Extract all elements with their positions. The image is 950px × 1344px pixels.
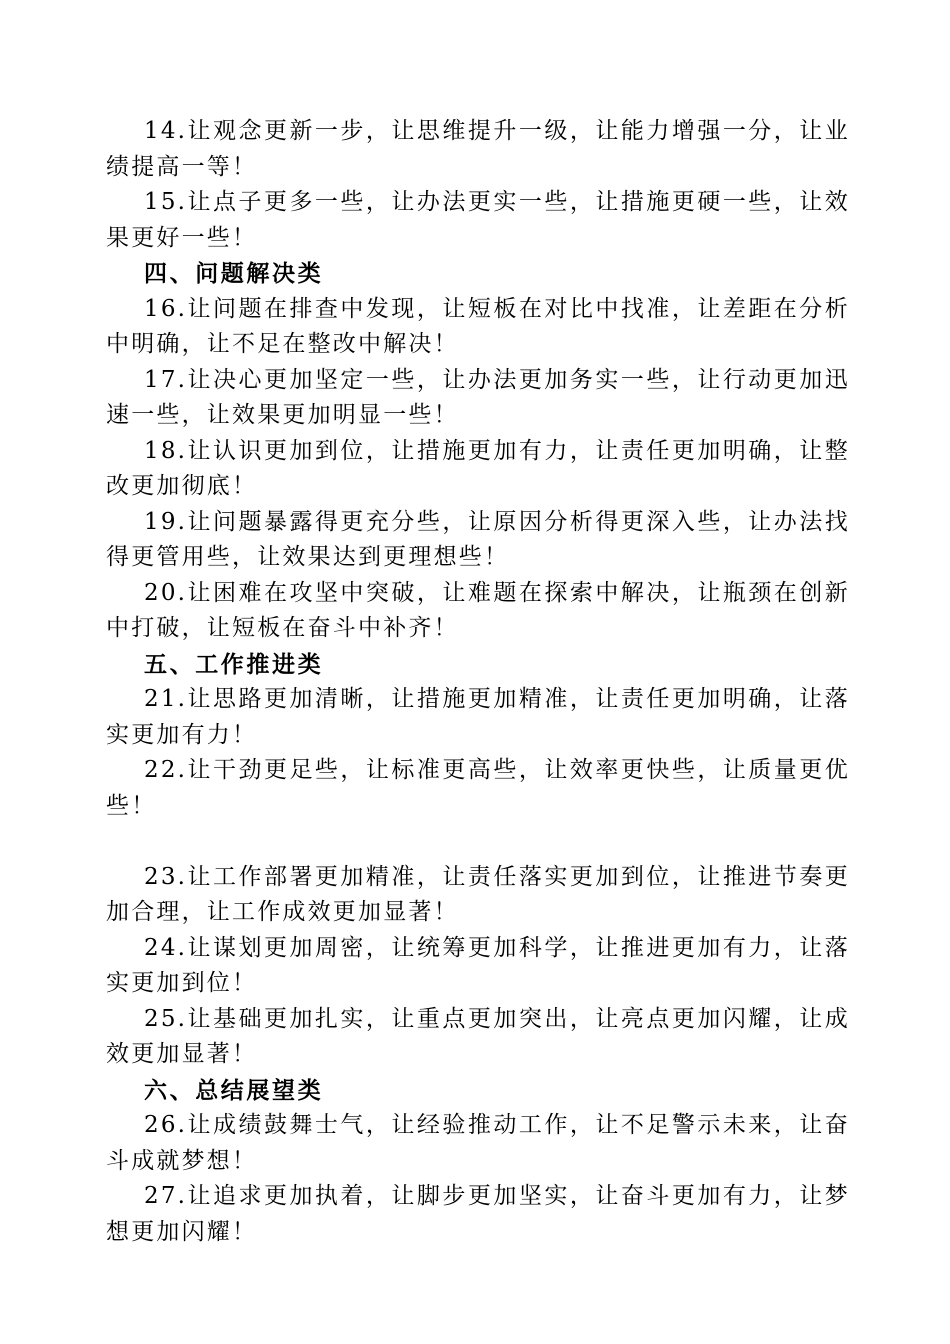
section-heading-summary-outlook: 六、总结展望类 [144, 1076, 324, 1104]
paragraph-item-24: 24.让谋划更加周密，让统筹更加科学，让推进更加有力，让落实更加到位！ [106, 934, 850, 996]
document-body [106, 114, 850, 1250]
paragraph-item-14: 14.让观念更新一步，让思维提升一级，让能力增强一分，让业绩提高一等！ [106, 118, 850, 180]
paragraph-item-17: 17.让决心更加坚定一些，让办法更加务实一些，让行动更加迅速一些，让效果更加明显一些！ [106, 366, 850, 428]
paragraph-item-19: 19.让问题暴露得更充分些，让原因分析得更深入些，让办法找得更管用些，让效果达到更理想些！ [106, 508, 850, 570]
paragraph-item-25: 25.让基础更加扎实，让重点更加突出，让亮点更加闪耀，让成效更加显著！ [106, 1005, 850, 1067]
paragraph-item-18: 18.让认识更加到位，让措施更加有力，让责任更加明确，让整改更加彻底！ [106, 437, 850, 499]
paragraph-item-16: 16.让问题在排查中发现，让短板在对比中找准，让差距在分析中明确，让不足在整改中解决！ [106, 295, 850, 357]
section-heading-problem-solving: 四、问题解决类 [144, 260, 324, 287]
section-heading-work-progress: 五、工作推进类 [144, 650, 324, 678]
blank-line [106, 824, 850, 860]
paragraph-item-21: 21.让思路更加清晰，让措施更加精准，让责任更加明确，让落实更加有力！ [106, 686, 850, 748]
paragraph-item-20: 20.让困难在攻坚中突破，让难题在探索中解决，让瓶颈在创新中打破，让短板在奋斗中补齐！ [106, 579, 850, 641]
paragraph-item-26: 26.让成绩鼓舞士气，让经验推动工作，让不足警示未来，让奋斗成就梦想！ [106, 1112, 850, 1174]
paragraph-item-22: 22.让干劲更足些，让标准更高些，让效率更快些，让质量更优些！ [106, 757, 850, 819]
paragraph-item-15: 15.让点子更多一些，让办法更实一些，让措施更硬一些，让效果更好一些！ [106, 189, 850, 251]
paragraph-item-27: 27.让追求更加执着，让脚步更加坚实，让奋斗更加有力，让梦想更加闪耀！ [106, 1183, 850, 1245]
paragraph-item-23: 23.让工作部署更加精准，让责任落实更加到位，让推进节奏更加合理，让工作成效更加显著！ [106, 863, 850, 925]
